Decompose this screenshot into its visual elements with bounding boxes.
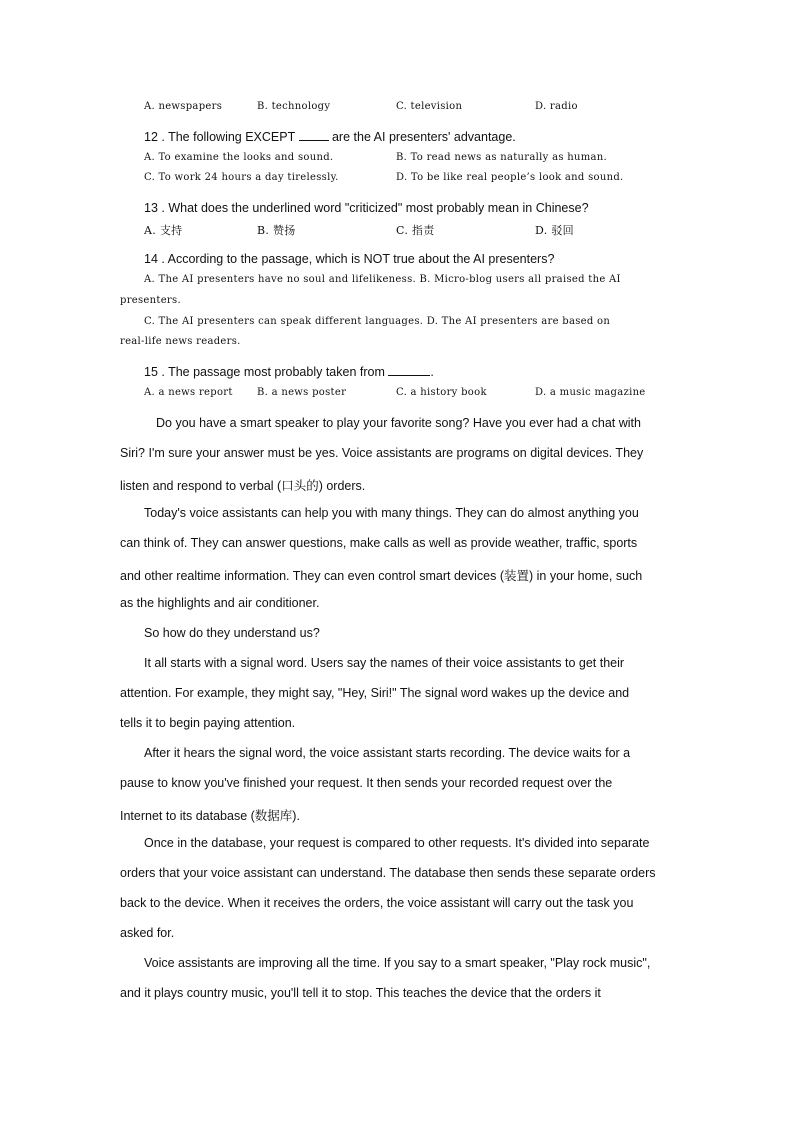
q11-option-c: C. television bbox=[396, 101, 463, 112]
q12-blank bbox=[299, 130, 329, 141]
q14-stem: 14 . According to the passage, which is NOT true about the AI presenters? bbox=[144, 252, 555, 266]
q14-options-ab-line1: A. The AI presenters have no soul and lifelikeness. B. Micro-blog users all praised the AI bbox=[144, 274, 621, 285]
passage-line: So how do they understand us? bbox=[144, 626, 320, 640]
q15-stem bbox=[144, 365, 434, 379]
passage-line: listen and respond to verbal (口头的) orders. bbox=[120, 479, 366, 493]
q15-blank bbox=[388, 365, 430, 376]
q15-stem-post: . bbox=[430, 365, 434, 379]
passage-line: After it hears the signal word, the voice assistant starts recording. The device waits for a bbox=[144, 746, 631, 760]
q12-option-b: B. To read news as naturally as human. bbox=[396, 152, 607, 163]
passage-line: orders that your voice assistant can understand. The database then sends these separate orders bbox=[120, 866, 656, 880]
passage-line: attention. For example, they might say, "Hey, Siri!" The signal word wakes up the device and bbox=[120, 686, 630, 700]
passage-line: back to the device. When it receives the orders, the voice assistant will carry out the task you bbox=[120, 896, 634, 910]
passage-line: Once in the database, your request is compared to other requests. It's divided into separate bbox=[144, 836, 650, 850]
q13-option-c: C. 指责 bbox=[396, 224, 435, 237]
q12-option-d: D. To be like real people’s look and sound. bbox=[396, 172, 624, 183]
passage-line: tells it to begin paying attention. bbox=[120, 716, 296, 730]
q12-option-a: A. To examine the looks and sound. bbox=[144, 152, 334, 163]
q14-options-cd-line1: C. The AI presenters can speak different languages. D. The AI presenters are based on bbox=[144, 316, 611, 327]
q15-stem-pre: 15 . The passage most probably taken from bbox=[144, 365, 385, 379]
passage-line: Siri? I'm sure your answer must be yes. Voice assistants are programs on digital devices. They bbox=[120, 446, 644, 460]
q15-option-d: D. a music magazine bbox=[535, 387, 646, 398]
passage-line: pause to know you've finished your request. It then sends your recorded request over the bbox=[120, 776, 613, 790]
q14-options-cd-line2: real-life news readers. bbox=[120, 336, 241, 347]
passage-line: and it plays country music, you'll tell it to stop. This teaches the device that the orders it bbox=[120, 986, 601, 1000]
q13-stem: 13 . What does the underlined word "criticized" most probably mean in Chinese? bbox=[144, 201, 589, 215]
passage-line: It all starts with a signal word. Users say the names of their voice assistants to get their bbox=[144, 656, 625, 670]
q11-option-b: B. technology bbox=[257, 101, 331, 112]
passage-line: Voice assistants are improving all the time. If you say to a smart speaker, "Play rock music", bbox=[144, 956, 651, 970]
q13-option-b: B. 赞扬 bbox=[257, 224, 296, 237]
q14-options-ab-line2: presenters. bbox=[120, 295, 181, 306]
q12-stem-pre: 12 . The following EXCEPT bbox=[144, 130, 296, 144]
q15-option-c: C. a history book bbox=[396, 387, 487, 398]
q11-option-a: A. newspapers bbox=[144, 101, 223, 112]
q13-option-d: D. 驳回 bbox=[535, 224, 574, 237]
passage-line: Internet to its database (数据库). bbox=[120, 809, 300, 823]
passage-line: as the highlights and air conditioner. bbox=[120, 596, 320, 610]
q12-option-c: C. To work 24 hours a day tirelessly. bbox=[144, 172, 339, 183]
passage-line: can think of. They can answer questions, make calls as well as provide weather, traffic, sports bbox=[120, 536, 638, 550]
q13-option-a: A. 支持 bbox=[144, 224, 183, 237]
passage-line: Do you have a smart speaker to play your favorite song? Have you ever had a chat with bbox=[156, 416, 641, 430]
q12-stem-post: are the AI presenters' advantage. bbox=[331, 130, 516, 144]
passage-line: Today's voice assistants can help you with many things. They can do almost anything you bbox=[144, 506, 639, 520]
q15-option-b: B. a news poster bbox=[257, 387, 347, 398]
q12-stem bbox=[144, 130, 516, 144]
passage-line: and other realtime information. They can even control smart devices (装置) in your home, such bbox=[120, 569, 643, 583]
q15-option-a: A. a news report bbox=[144, 387, 233, 398]
passage-line: asked for. bbox=[120, 926, 175, 940]
q11-option-d: D. radio bbox=[535, 101, 578, 112]
